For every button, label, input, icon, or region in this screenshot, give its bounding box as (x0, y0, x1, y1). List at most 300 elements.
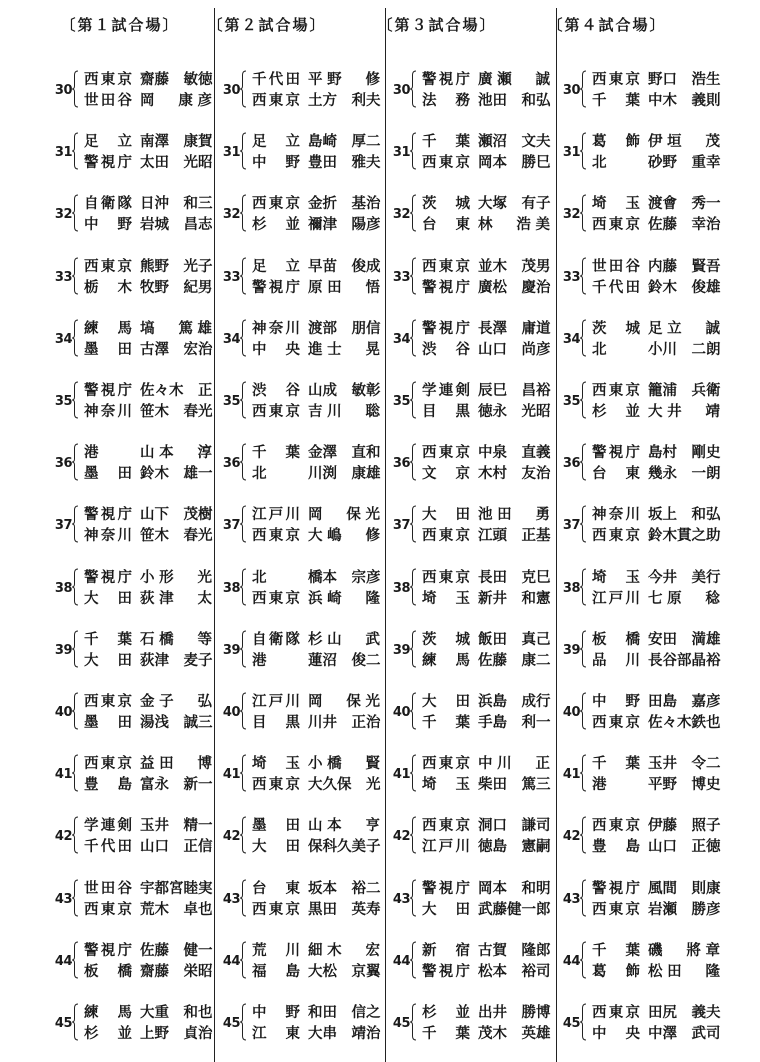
match-number: 35 (222, 394, 240, 409)
match-entry (512, 441, 721, 493)
match-brace (410, 879, 416, 917)
competitor-affiliation: 練 馬 (422, 652, 470, 669)
competitor-affiliation: 千代田 (592, 279, 640, 296)
match-brace (580, 194, 586, 232)
competitor-name: 辰巳 昌裕 (478, 383, 551, 399)
competitor-affiliation: 北 (592, 341, 607, 358)
competitor-affiliation: 学連剣 (422, 383, 470, 399)
match-brace (580, 630, 586, 668)
competitor-affiliation: 西東京 (84, 756, 132, 773)
competitor-line (592, 192, 722, 214)
match-entry (172, 255, 381, 307)
match-entry (172, 379, 381, 431)
match-number: 30 (54, 83, 72, 98)
match-entry (4, 877, 213, 929)
match-number: 33 (222, 269, 240, 285)
match-entry (342, 566, 551, 618)
match-entry (172, 130, 381, 182)
competitor-affiliation: 西東京 (592, 901, 640, 918)
competitor-name: 島崎 厚二 (308, 134, 381, 151)
match-brace (410, 754, 416, 792)
competitor-name: 山本 亨 (308, 818, 380, 835)
competitor-name: 大松 京翼 (308, 963, 381, 980)
competitor-line (592, 68, 722, 90)
match-brace (580, 568, 586, 606)
competitor-name: 安田 満雄 (648, 631, 721, 648)
competitor-name: 田島 嘉彦 (648, 694, 721, 710)
competitor-affiliation: 西東京 (592, 715, 640, 731)
competitor-affiliation: 茨 城 (422, 196, 470, 213)
match-brace (580, 132, 586, 170)
competitor-affiliation: 墨 田 (84, 466, 132, 483)
match-number: 32 (222, 207, 240, 223)
match-brace (240, 381, 246, 419)
match-brace (72, 319, 78, 357)
competitor-affiliation: 中 野 (592, 694, 640, 710)
match-entry (172, 1001, 381, 1053)
competitor-affiliation: 埼 玉 (422, 590, 470, 607)
match-brace (580, 816, 586, 854)
competitor-name: 進士 晃 (308, 341, 380, 358)
competitor-line (592, 524, 722, 546)
competitor-name: 川井 正治 (308, 715, 381, 731)
competitor-name: 荻津 麦子 (140, 652, 213, 669)
competitor-line (592, 960, 722, 982)
competitor-affiliation: 警視庁 (422, 320, 470, 337)
competitor-name: 風間 則康 (648, 880, 721, 897)
competitor-affiliation: 法 務 (422, 93, 470, 109)
competitor-affiliation: 新 宿 (422, 942, 470, 959)
competitor-name: 島村 剛史 (648, 445, 721, 462)
competitor-name: 宇都宮睦実 (140, 880, 213, 897)
match-entry (4, 255, 213, 307)
competitor-affiliation: 目 黒 (252, 715, 300, 731)
competitor-name: 岡本 和明 (478, 880, 551, 897)
match-number: 40 (392, 705, 410, 720)
competitor-name: 茂木 英雄 (478, 1026, 551, 1042)
competitor-affiliation: 西東京 (252, 528, 300, 545)
match-number: 43 (54, 891, 72, 907)
match-number: 36 (562, 456, 580, 472)
match-number: 30 (562, 83, 580, 98)
competitor-affiliation: 神奈川 (84, 404, 132, 420)
competitor-name: 玉井 令二 (648, 756, 721, 773)
match-number: 41 (392, 767, 410, 783)
competitor-name: 池田 和弘 (478, 93, 551, 109)
match-number: 39 (222, 642, 240, 658)
competitor-line (592, 939, 722, 961)
match-number: 39 (392, 642, 410, 658)
match-brace (240, 443, 246, 481)
match-entry (512, 379, 721, 431)
competitor-name: 太田 光昭 (140, 155, 213, 172)
match-entry (4, 192, 213, 244)
competitor-affiliation: 荒 川 (252, 942, 300, 959)
competitor-affiliation: 西東京 (592, 528, 640, 545)
match-brace (410, 132, 416, 170)
competitor-affiliation: 栃 木 (84, 279, 132, 296)
match-brace (580, 443, 586, 481)
match-brace (410, 816, 416, 854)
competitor-name: 池田 勇 (478, 507, 550, 524)
match-brace (240, 505, 246, 543)
competitor-affiliation: 埼 玉 (592, 569, 640, 586)
court-heading: 〔第１試合場〕 (60, 16, 180, 34)
competitor-affiliation: 板 橋 (84, 963, 132, 980)
competitor-affiliation: 警視庁 (84, 155, 132, 172)
match-entry (342, 939, 551, 991)
match-brace (240, 692, 246, 730)
match-brace (72, 505, 78, 543)
competitor-line (592, 213, 722, 235)
competitor-name: 吉川 聡 (308, 404, 380, 420)
competitor-name: 砂野 重幸 (648, 155, 721, 172)
match-number: 39 (562, 642, 580, 658)
competitor-affiliation: 北 (252, 569, 267, 586)
competitor-affiliation: 千 葉 (84, 631, 132, 648)
competitor-affiliation: 神奈川 (84, 528, 132, 545)
competitor-line (592, 1001, 722, 1023)
match-number: 43 (392, 891, 410, 907)
match-brace (72, 941, 78, 979)
competitor-affiliation: 世田谷 (84, 880, 132, 897)
competitor-line (592, 898, 722, 920)
competitor-name: 渡部 朋信 (308, 320, 381, 337)
competitor-affiliation: 墨 田 (84, 341, 132, 358)
competitor-affiliation: 文 京 (422, 466, 470, 483)
match-number: 41 (54, 767, 72, 783)
competitor-name: 川渕 康雄 (308, 466, 381, 483)
competitor-name: 幾永 一朗 (648, 466, 721, 483)
match-number: 37 (392, 518, 410, 534)
competitor-name: 伊垣 茂 (648, 134, 720, 151)
match-number: 30 (392, 83, 410, 98)
competitor-name: 齋藤 栄昭 (140, 963, 213, 980)
match-brace (410, 941, 416, 979)
competitor-affiliation: 世田谷 (84, 93, 132, 109)
competitor-name: 湯浅 誠三 (140, 715, 213, 731)
competitor-name: 並木 茂男 (478, 258, 551, 275)
competitor-name: 山下 茂樹 (140, 507, 213, 524)
match-number: 39 (54, 642, 72, 658)
match-entry (342, 752, 551, 804)
competitor-line (592, 566, 722, 588)
match-number: 37 (222, 518, 240, 534)
competitor-affiliation: 警視庁 (84, 507, 132, 524)
competitor-name: 石橋 等 (140, 631, 212, 648)
competitor-affiliation: 西東京 (84, 258, 132, 275)
match-number: 45 (392, 1016, 410, 1031)
competitor-name: 熊野 光子 (140, 258, 213, 275)
match-brace (72, 443, 78, 481)
competitor-name: 徳永 光昭 (478, 404, 551, 420)
competitor-name: 大井 靖 (648, 404, 720, 420)
competitor-name: 益田 博 (140, 756, 212, 773)
match-entry (172, 566, 381, 618)
match-brace (410, 505, 416, 543)
match-entry (4, 566, 212, 618)
competitor-name: 古賀 隆郎 (478, 942, 551, 959)
match-brace (240, 132, 246, 170)
match-number: 44 (54, 953, 72, 969)
competitor-name: 杉山 武 (308, 631, 380, 648)
competitor-affiliation: 西東京 (422, 155, 470, 172)
match-brace (240, 879, 246, 917)
match-brace (580, 879, 586, 917)
match-number: 45 (222, 1016, 240, 1031)
match-entry (342, 255, 551, 307)
match-brace (410, 319, 416, 357)
competitor-affiliation: 北 (592, 155, 607, 172)
match-number: 33 (562, 269, 580, 285)
match-number: 34 (562, 331, 580, 347)
competitor-name: 黒田 英寿 (308, 901, 381, 918)
competitor-affiliation: 福 島 (252, 963, 300, 980)
competitor-affiliation: 西東京 (84, 694, 132, 710)
match-brace (72, 879, 78, 917)
competitor-name: 中澤 武司 (648, 1026, 721, 1042)
competitor-name: 鈴木貫之助 (648, 528, 721, 545)
match-number: 38 (392, 580, 410, 596)
competitor-name: 瀬沼 文夫 (478, 134, 551, 151)
competitor-affiliation: 渋 谷 (422, 341, 470, 358)
match-entry (512, 1001, 721, 1053)
competitor-name: 佐々木鉄也 (648, 715, 721, 731)
match-number: 44 (392, 953, 410, 969)
competitor-name: 荒木 卓也 (140, 901, 213, 918)
match-entry (172, 939, 381, 991)
competitor-name: 新井 和憲 (478, 590, 551, 607)
competitor-affiliation: 墨 田 (252, 818, 300, 835)
competitor-affiliation: 西東京 (422, 258, 470, 275)
competitor-affiliation: 西東京 (592, 217, 640, 234)
competitor-name: 岡 保光 (308, 694, 380, 710)
match-brace (72, 381, 78, 419)
competitor-affiliation: 警視庁 (422, 72, 470, 88)
competitor-affiliation: 茨 城 (592, 320, 640, 337)
competitor-name: 山成 敏彰 (308, 383, 381, 399)
match-brace (72, 754, 78, 792)
match-brace (410, 630, 416, 668)
competitor-affiliation: 品 川 (592, 652, 640, 669)
competitor-affiliation: 西東京 (592, 818, 640, 835)
competitor-affiliation: 北 (252, 466, 267, 483)
match-entry (342, 628, 551, 680)
match-entry (4, 690, 213, 742)
match-number: 36 (392, 456, 410, 472)
competitor-affiliation: 豊 島 (592, 839, 640, 856)
competitor-line (592, 835, 722, 857)
competitor-affiliation: 大 田 (422, 507, 470, 524)
competitor-name: 土方 利夫 (308, 93, 381, 109)
match-number: 41 (222, 767, 240, 783)
match-entry (342, 68, 551, 120)
competitor-name: 岡本 勝巳 (478, 155, 551, 172)
competitor-affiliation: 中 央 (252, 341, 300, 358)
competitor-affiliation: 渋 谷 (252, 383, 300, 399)
competitor-name: 山口 正信 (140, 839, 213, 856)
competitor-line (592, 1022, 722, 1044)
competitor-affiliation: 西東京 (592, 1005, 640, 1021)
match-number: 32 (54, 207, 72, 223)
competitor-name: 平野 博史 (648, 777, 721, 794)
competitor-affiliation: 西東京 (252, 404, 300, 420)
match-entry (512, 566, 721, 618)
competitor-affiliation: 中 野 (84, 217, 132, 234)
match-entry (512, 814, 721, 866)
competitor-affiliation: 西東京 (422, 528, 470, 545)
competitor-name: 林 浩美 (478, 217, 550, 234)
match-entry (4, 68, 213, 120)
match-number: 38 (562, 580, 580, 596)
competitor-name: 田尻 義夫 (648, 1005, 721, 1021)
competitor-name: 七原 稔 (648, 590, 720, 607)
match-brace (240, 568, 246, 606)
competitor-name: 金折 基治 (308, 196, 381, 213)
match-entry (512, 877, 721, 929)
match-entry (342, 130, 551, 182)
competitor-line (592, 276, 722, 298)
match-number: 31 (54, 145, 72, 161)
match-number: 40 (54, 705, 72, 720)
match-number: 40 (222, 705, 240, 720)
competitor-name: 大重 和也 (140, 1005, 213, 1021)
competitor-line (592, 503, 722, 525)
competitor-name: 佐々木 正 (140, 383, 213, 399)
competitor-affiliation: 千 葉 (592, 942, 640, 959)
court-column (342, 0, 551, 1062)
match-entry (342, 441, 551, 493)
court-heading: 〔第２試合場〕 (207, 16, 327, 34)
competitor-affiliation: 豊 島 (84, 777, 132, 794)
competitor-line (592, 317, 722, 339)
competitor-name: 平野 修 (308, 72, 380, 88)
competitor-affiliation: 墨 田 (84, 715, 132, 731)
match-brace (410, 70, 416, 108)
match-entry (172, 503, 380, 555)
match-entry (172, 628, 381, 680)
competitor-affiliation: 学連剣 (84, 818, 132, 835)
competitor-name: 和田 信之 (308, 1005, 381, 1021)
match-entry (512, 130, 721, 182)
match-number: 44 (562, 953, 580, 969)
competitor-name: 齋藤 敏徳 (140, 72, 213, 88)
competitor-affiliation: 大 田 (422, 901, 470, 918)
competitor-affiliation: 神奈川 (252, 320, 300, 337)
competitor-name: 坂上 和弘 (648, 507, 721, 524)
match-brace (580, 70, 586, 108)
match-brace (240, 257, 246, 295)
competitor-affiliation: 西東京 (252, 901, 300, 918)
match-number: 35 (54, 394, 72, 409)
competitor-affiliation: 西東京 (422, 818, 470, 835)
match-number: 32 (392, 207, 410, 223)
competitor-name: 大塚 有子 (478, 196, 551, 213)
competitor-line (592, 400, 722, 422)
competitor-name: 廣松 慶治 (478, 279, 551, 296)
match-brace (410, 443, 416, 481)
match-entry (4, 814, 213, 866)
competitor-affiliation: 警視庁 (592, 445, 640, 462)
competitor-affiliation: 大 田 (84, 590, 132, 607)
competitor-name: 蓮沼 俊二 (308, 652, 381, 669)
match-entry (4, 379, 213, 431)
match-number: 42 (54, 829, 72, 845)
competitor-name: 岩城 昌志 (140, 217, 213, 234)
competitor-affiliation: 足 立 (252, 258, 300, 275)
court-column (172, 0, 381, 1062)
competitor-affiliation: 千 葉 (252, 445, 300, 462)
match-number: 43 (562, 891, 580, 907)
competitor-affiliation: 埼 玉 (592, 196, 640, 213)
competitor-line (592, 877, 722, 899)
match-brace (240, 194, 246, 232)
competitor-affiliation: 中 央 (592, 1026, 640, 1042)
match-entry (172, 752, 381, 804)
match-entry (342, 814, 551, 866)
match-entry (512, 690, 721, 742)
match-brace (72, 132, 78, 170)
competitor-affiliation: 杉 並 (592, 404, 640, 420)
match-number: 31 (392, 145, 410, 161)
competitor-affiliation: 西東京 (252, 777, 300, 794)
competitor-name: 大嶋 修 (308, 528, 380, 545)
competitor-name: 佐藤 康二 (478, 652, 551, 669)
match-number: 44 (222, 953, 240, 969)
competitor-affiliation: 茨 城 (422, 631, 470, 648)
competitor-line (592, 649, 722, 671)
competitor-affiliation: 西東京 (422, 445, 470, 462)
competitor-name: 伊藤 照子 (648, 818, 721, 835)
match-brace (72, 568, 78, 606)
match-brace (72, 257, 78, 295)
match-number: 33 (392, 269, 410, 285)
match-entry (172, 68, 381, 120)
competitor-affiliation: 西東京 (84, 72, 132, 88)
competitor-affiliation: 台 東 (252, 880, 300, 897)
match-brace (410, 194, 416, 232)
match-entry (512, 503, 721, 555)
competitor-name: 鈴木 雄一 (140, 466, 213, 483)
competitor-affiliation: 目 黒 (422, 404, 470, 420)
competitor-name: 保科久美子 (308, 839, 381, 856)
competitor-name: 塙 篤雄 (140, 320, 212, 337)
competitor-affiliation: 台 東 (592, 466, 640, 483)
match-number: 34 (392, 331, 410, 347)
competitor-name: 坂本 裕二 (308, 880, 381, 897)
match-entry (512, 255, 721, 307)
competitor-affiliation: 警視庁 (422, 279, 470, 296)
competitor-name: 今井 美行 (648, 569, 721, 586)
match-brace (240, 941, 246, 979)
match-number: 38 (222, 580, 240, 596)
competitor-affiliation: 板 橋 (592, 631, 640, 648)
competitor-affiliation: 港 (592, 777, 607, 794)
competitor-affiliation: 西東京 (592, 72, 640, 88)
competitor-name: 禰津 陽彦 (308, 217, 381, 234)
competitor-affiliation: 西東京 (252, 93, 300, 109)
court-heading: 〔第３試合場〕 (377, 16, 497, 34)
match-brace (410, 381, 416, 419)
competitor-name: 山本 淳 (140, 445, 212, 462)
match-number: 35 (562, 394, 580, 409)
match-brace (580, 381, 586, 419)
match-brace (72, 816, 78, 854)
match-entry (4, 130, 213, 182)
match-brace (72, 70, 78, 108)
competitor-affiliation: 江戸川 (252, 507, 300, 524)
match-number: 37 (562, 518, 580, 534)
